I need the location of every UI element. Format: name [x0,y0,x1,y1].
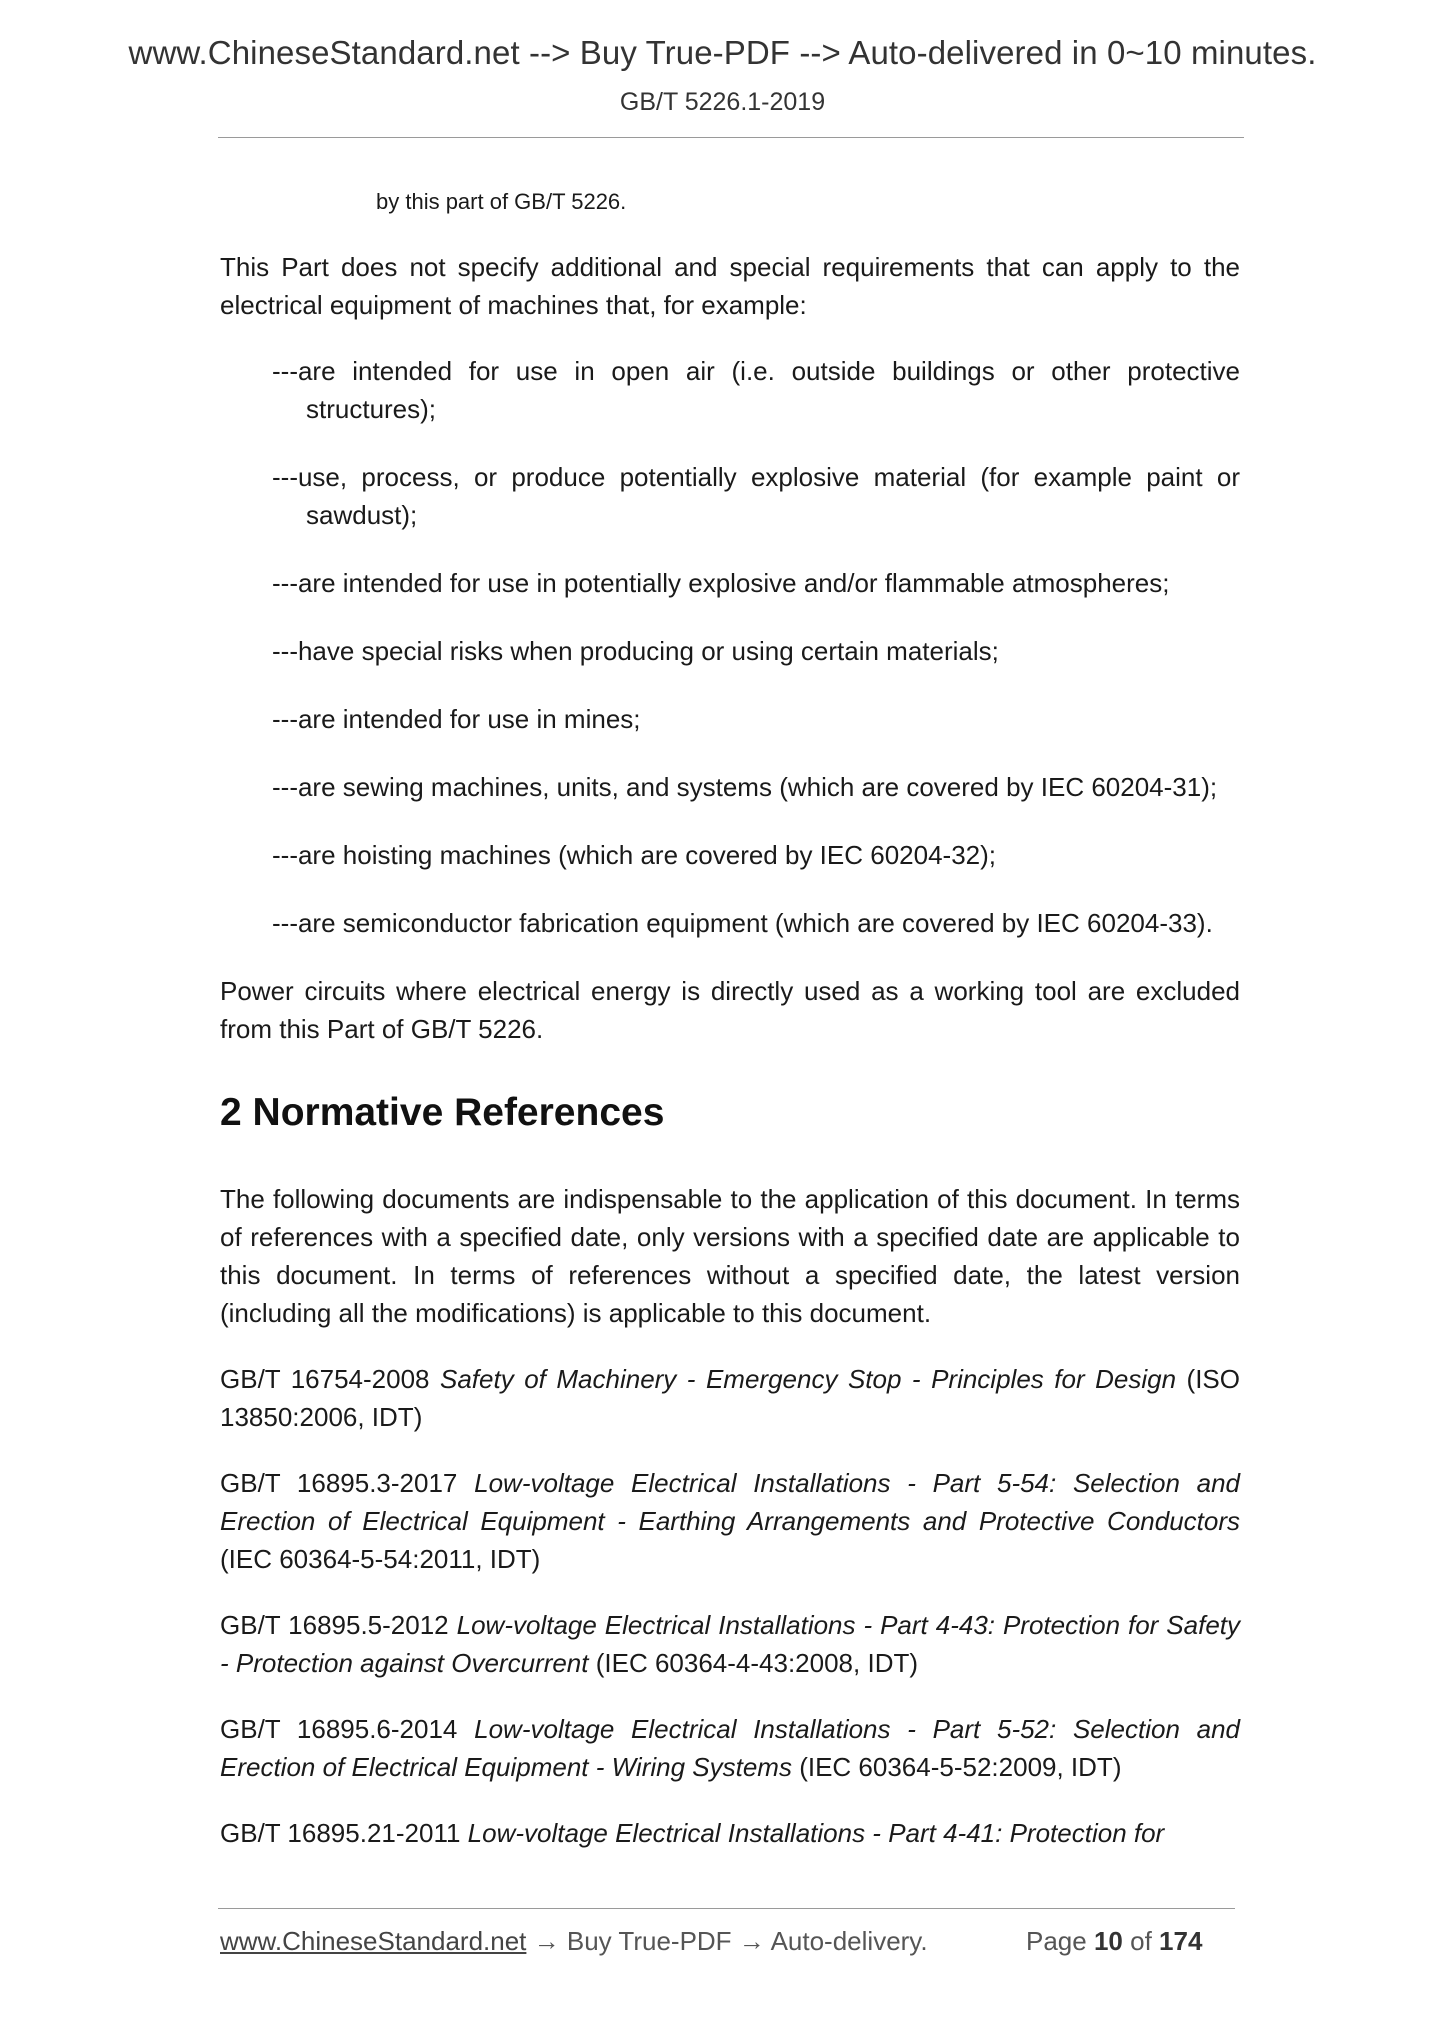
continued-line: by this part of GB/T 5226. [376,189,627,214]
document-content [220,186,1240,1880]
scope-intro-paragraph: This Part does not specify additional and special requirements that can apply to the electrical equipment of machines that, for example: [220,252,1240,320]
reference-title: Low-voltage Electrical Installations - Part 4-41: Protection for [467,1818,1165,1848]
reference-equivalent: (IEC 60364-4-43:2008, IDT) [595,1648,919,1678]
reference-code: GB/T 16895.21-2011 [220,1818,461,1848]
list-item: ---are sewing machines, units, and systems (which are covered by IEC 60204-31); [272,772,1218,802]
reference-entry [220,1464,1240,1578]
section-intro-paragraph: The following documents are indispensable to the application of this document. In terms of references with a specified date, only versions with a specified date are applicable to this document. In terms of references without a specified date, the latest version (including all the modifications) is applicable to this document. [220,1184,1240,1328]
reference-title: Low-voltage Electrical Installations - Part 5-52: Selection and Erection of Electrical Equipment - Wiring Systems [220,1714,1241,1782]
page-label: Page [1026,1926,1087,1956]
page-number: 10 [1093,1926,1123,1956]
list-item: ---are semiconductor fabrication equipment (which are covered by IEC 60204-33). [272,908,1213,938]
reference-title: Low-voltage Electrical Installations - Part 4-43: Protection for Safety - Protection against Overcurrent [220,1610,1240,1678]
header-divider [218,137,1244,138]
footer-promo-text: → Buy True-PDF → Auto-delivery. [526,1926,928,1956]
reference-title: Low-voltage Electrical Installations - Part 5-54: Selection and Erection of Electrical Equipment - Earthing Arrangements and Protective Conductors [220,1468,1241,1536]
reference-entry [220,1360,1240,1436]
reference-equivalent: (IEC 60364-5-54:2011, IDT) [220,1544,541,1574]
list-item: ---have special risks when producing or using certain materials; [272,636,999,666]
reference-equivalent: (ISO 13850:2006, IDT) [220,1364,1240,1432]
total-pages: 174 [1159,1926,1203,1956]
list-item: ---are intended for use in mines; [272,704,641,734]
reference-code: GB/T 16895.3-2017 [220,1468,458,1498]
footer-divider [218,1908,1235,1909]
reference-title: Safety of Machinery - Emergency Stop - Principles for Design [440,1364,1177,1394]
list-item: ---use, process, or produce potentially explosive material (for example paint or sawdust); [272,462,1240,530]
page-footer [220,1926,1240,1957]
reference-entry [220,1606,1240,1682]
reference-equivalent: (IEC 60364-5-52:2009, IDT) [799,1752,1122,1782]
top-banner[interactable]: www.ChineseStandard.net --> Buy True-PDF --> Auto-delivered in 0~10 minutes. [128,34,1317,71]
standard-code: GB/T 5226.1-2019 [619,88,826,116]
section-heading: 2 Normative References [220,1091,665,1134]
list-item: ---are intended for use in potentially explosive and/or flammable atmospheres; [272,568,1170,598]
reference-code: GB/T 16754-2008 [220,1364,430,1394]
list-item: ---are hoisting machines (which are covered by IEC 60204-32); [272,840,997,870]
of-label: of [1130,1926,1152,1956]
footer-site-link[interactable]: www.ChineseStandard.net [220,1926,527,1956]
reference-code: GB/T 16895.5-2012 [220,1610,449,1640]
list-item: ---are intended for use in open air (i.e. outside buildings or other protective structures); [272,356,1240,424]
exclusion-list [220,352,1240,942]
reference-entry [220,1814,1240,1852]
reference-code: GB/T 16895.6-2014 [220,1714,458,1744]
reference-entry [220,1710,1240,1786]
excluded-circuits-paragraph: Power circuits where electrical energy is directly used as a working tool are excluded from this Part of GB/T 5226. [220,976,1240,1044]
page-indicator [1026,1926,1202,1957]
